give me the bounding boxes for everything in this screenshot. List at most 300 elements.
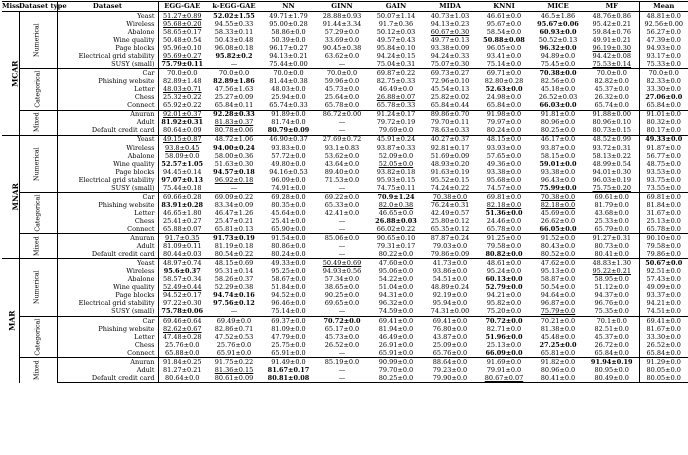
result-cell: 81.94±0.0	[378, 324, 414, 333]
result-cell: 82.56±0.0	[540, 77, 576, 86]
result-cell: 81.84±0.0	[639, 201, 688, 209]
result-cell: 97.07±0.13	[161, 175, 204, 184]
result-cell: 75.78±0.06	[161, 307, 204, 316]
table-row	[2, 69, 688, 78]
result-cell: 95.68±0.0	[486, 175, 522, 184]
group-mar	[2, 259, 688, 383]
result-cell: 91.87±0.0	[639, 144, 688, 152]
result-cell: 94.21±0.0	[486, 291, 522, 300]
result-cell: 96.92±0.18	[214, 175, 254, 184]
result-cell: 74.57±0.0	[486, 183, 522, 192]
result-cell: 65.79±0.0	[594, 224, 629, 233]
table-row	[2, 201, 688, 209]
dataset-name: SUSY (small)	[57, 184, 158, 193]
missingness-label: MAR	[2, 259, 19, 383]
result-cell: 25.80±0.12	[430, 216, 470, 225]
result-cell: 52.79±0.0	[485, 283, 523, 292]
result-cell: 89.86±0.70	[423, 110, 477, 119]
dataset-name: Wine quality	[57, 160, 158, 168]
table-row	[2, 259, 688, 268]
dataset-name: Phishing website	[57, 201, 158, 209]
dataset-name: Default credit card	[57, 127, 158, 136]
result-cell: 95.22±0.21	[592, 267, 632, 276]
result-cell: —	[230, 183, 238, 192]
table-row	[2, 135, 688, 144]
result-cell: 50.49±0.69	[315, 259, 369, 268]
result-cell: 56.27±0.0	[639, 28, 688, 36]
dataset-type-label: Numerical	[19, 12, 57, 69]
result-cell: 66.02±0.22	[376, 224, 416, 233]
dataset-name: Abalone	[57, 28, 158, 36]
result-cell: 43.87±0.0	[432, 332, 468, 341]
result-cell: 26.88±0.07	[376, 93, 416, 102]
result-cell: 26.52±0.0	[639, 341, 688, 349]
result-cell: 49.77±0.13	[430, 35, 470, 44]
result-cell: 96.09±0.0	[271, 175, 306, 184]
result-cell: 50.52±0.13	[538, 35, 578, 44]
result-cell: 69.65±0.0	[324, 299, 360, 308]
result-cell: 83.91±0.28	[161, 200, 204, 209]
result-cell: 51.69±0.09	[430, 151, 470, 160]
result-cell: 24.98±0.0	[486, 93, 522, 102]
result-cell: 69.81±0.0	[639, 193, 688, 202]
result-cell: 75.45±0.0	[540, 60, 576, 69]
result-cell: 95.52±0.15	[430, 175, 470, 184]
result-cell: 91.63±0.19	[430, 167, 470, 176]
result-cell: 41.73±0.0	[423, 259, 477, 268]
result-cell: 75.79±0.11	[161, 60, 204, 69]
result-cell: 69.09±0.22	[206, 193, 262, 202]
result-cell: 28.88±0.93	[315, 12, 369, 21]
result-cell: 25.13±0.0	[639, 217, 688, 225]
result-cell: 94.37±0.0	[594, 291, 629, 300]
result-cell: 74.91±0.0	[271, 183, 306, 192]
dataset-name: SUSY (small)	[57, 60, 158, 69]
result-cell: 58.54±0.0	[486, 27, 522, 36]
result-cell: 79.70±0.11	[430, 118, 470, 127]
result-cell: 76.24±0.31	[430, 200, 470, 209]
result-cell: 69.41±0.0	[423, 316, 477, 325]
dataset-name: Letter	[57, 333, 158, 341]
result-cell: 86.72±0.00	[315, 110, 369, 119]
table-row	[2, 102, 688, 111]
result-cell: 81.44±0.38	[269, 77, 308, 86]
result-cell: 95.84±0.10	[376, 43, 416, 52]
header-dataset-type: Dataset type	[19, 2, 67, 11]
result-cell: 80.73±0.15	[592, 126, 632, 135]
result-cell: 80.44±0.03	[162, 250, 202, 259]
result-cell: 52.63±0.0	[485, 85, 523, 94]
result-cell: 51.63±0.30	[214, 159, 254, 168]
result-cell: 94.21±0.0	[639, 300, 688, 308]
result-cell: 26.91±0.0	[378, 340, 414, 349]
result-cell: —	[338, 60, 346, 69]
result-cell: 96.17±0.27	[269, 43, 308, 52]
result-cell: 66.03±0.0	[539, 101, 577, 110]
result-cell: 79.69±0.0	[378, 126, 414, 135]
result-cell: 91.89±0.0	[262, 110, 315, 119]
result-cell: 49.36±0.0	[486, 159, 522, 168]
dataset-type-label: Numerical	[19, 135, 57, 192]
result-cell: 91.88±0.00	[585, 110, 639, 119]
result-cell: 25.32±0.22	[162, 93, 202, 102]
result-cell: 65.33±0.0	[324, 200, 360, 209]
result-cell: 51.36±0.0	[485, 208, 523, 217]
result-cell: 80.64±0.09	[162, 126, 202, 135]
result-cell: 93.38±0.09	[430, 43, 470, 52]
result-cell: 51.96±0.0	[485, 332, 523, 341]
result-cell: 95.06±0.0	[378, 267, 414, 276]
result-cell: 25.41±0.27	[162, 216, 202, 225]
result-cell: 48.03±0.71	[162, 85, 202, 94]
result-cell: 46.65±0.0	[378, 208, 414, 217]
result-cell: 94.55±0.33	[214, 19, 254, 28]
result-cell: 52.57±1.05	[161, 159, 204, 168]
result-cell: 75.79±0.0	[540, 307, 576, 316]
result-cell: 81.09±0.11	[162, 242, 202, 251]
result-cell: 79.72±0.19	[376, 118, 416, 127]
result-cell: 94.45±0.14	[162, 167, 202, 176]
result-cell: 70.38±0.0	[423, 193, 477, 202]
result-cell: 45.73±0.0	[324, 332, 360, 341]
result-cell: 65.84±0.0	[639, 349, 688, 358]
table-row	[2, 52, 688, 60]
result-cell: 81.09±0.0	[271, 324, 306, 333]
dataset-name: Electrical grid stability	[57, 300, 158, 308]
table-row	[2, 250, 688, 259]
result-cell: 90.65±0.10	[369, 234, 423, 243]
result-cell: 79.86±0.0	[639, 250, 688, 259]
result-cell: 94.31±0.0	[378, 291, 414, 300]
result-cell: 26.52±0.0	[324, 340, 360, 349]
result-cell: 91.24±0.17	[369, 110, 423, 119]
result-cell: 80.81±0.08	[262, 374, 315, 383]
result-cell: 70.0±0.0	[585, 69, 639, 78]
result-cell: 91.69±0.0	[477, 357, 531, 366]
result-cell: 96.43±0.0	[540, 175, 576, 184]
result-cell: 46.5±1.86	[531, 12, 585, 21]
result-cell: 47.60±0.0	[369, 259, 423, 268]
result-cell: 82.80±0.28	[484, 77, 524, 86]
result-cell: 91.52±0.0	[531, 234, 585, 243]
result-cell: 26.62±0.0	[540, 216, 576, 225]
result-cell: 92.28±0.33	[206, 110, 262, 119]
result-cell: 94.93±0.56	[322, 267, 362, 276]
result-cell: 46.61±0.0	[477, 12, 531, 21]
result-cell: 70.0±0.0	[158, 69, 206, 78]
result-cell: 93.38±0.0	[486, 167, 522, 176]
result-cell: 85.06±0.0	[315, 234, 369, 243]
result-cell: 93.41±0.0	[486, 52, 522, 60]
result-cell: 50.07±1.14	[369, 12, 423, 21]
result-cell: 57.34±0.0	[324, 275, 360, 284]
result-cell: 25.94±0.0	[271, 93, 306, 102]
result-cell: 49.15±0.87	[158, 135, 206, 144]
result-cell: 95.00±0.28	[269, 19, 308, 28]
result-cell: 47.52±0.53	[214, 332, 254, 341]
result-cell: 65.78±0.0	[486, 224, 522, 233]
result-cell: 24.46±0.0	[486, 216, 522, 225]
result-cell: 45.91±0.24	[369, 135, 423, 144]
result-cell: 81.38±0.0	[540, 324, 576, 333]
result-cell: 74.75±0.11	[376, 183, 416, 192]
result-cell: 80.17±0.0	[639, 127, 688, 136]
dataset-type-label: Numerical	[19, 259, 57, 316]
group-mnar	[2, 135, 688, 259]
result-cell: 48.83±1.30	[585, 259, 639, 268]
result-cell: 80.24±0.0	[486, 126, 522, 135]
result-cell: 91.25±0.0	[477, 234, 531, 243]
result-cell: 93.87±0.0	[540, 143, 576, 152]
result-cell: 52.29±0.38	[214, 283, 254, 292]
result-cell: 95.94±0.0	[432, 299, 468, 308]
result-cell: 65.90±0.0	[271, 224, 306, 233]
result-cell: 25.33±0.0	[594, 216, 629, 225]
result-cell: 80.79±0.09	[267, 126, 310, 135]
dataset-name: Adult	[57, 242, 158, 250]
result-cell: 52.49±0.44	[162, 283, 202, 292]
result-cell: 82.33±0.0	[639, 77, 688, 85]
result-cell: 95.69±0.27	[162, 52, 202, 60]
table-row	[2, 300, 688, 308]
result-cell: 93.53±0.0	[639, 168, 688, 176]
table-row	[2, 234, 688, 243]
result-cell: 48.03±0.0	[271, 85, 306, 94]
result-cell: —	[230, 307, 238, 316]
result-cell: 79.03±0.0	[432, 242, 468, 251]
result-cell: 80.32±0.0	[639, 119, 688, 127]
dataset-type-label: Categorical	[19, 193, 57, 234]
dataset-type-label: Mixed	[19, 234, 57, 259]
result-cell: 47.39±0.0	[639, 36, 688, 44]
table-row	[2, 144, 688, 152]
result-cell: 95.6±0.37	[163, 267, 201, 276]
result-cell: 80.25±0.0	[369, 374, 423, 383]
result-cell: 80.52±0.0	[540, 250, 576, 259]
result-cell: 79.86±0.09	[430, 250, 470, 259]
result-cell: 65.78±0.33	[376, 101, 416, 110]
result-cell: 54.51±0.0	[432, 275, 468, 284]
dataset-name: Anuran	[57, 234, 158, 243]
result-cell: 46.49±0.0	[378, 85, 414, 94]
result-cell: 50.48±0.54	[162, 35, 202, 44]
result-cell: 45.69±0.0	[540, 208, 576, 217]
result-cell: 75.04±0.31	[376, 60, 416, 69]
result-cell: 50.88±0.08	[483, 35, 525, 44]
result-cell: —	[230, 60, 238, 69]
result-cell: 48.15±0.0	[477, 135, 531, 144]
table-row	[2, 60, 688, 69]
result-cell: 65.92±0.22	[162, 101, 202, 110]
result-cell: 48.97±0.74	[158, 259, 206, 268]
result-cell: 96.08±0.18	[214, 43, 254, 52]
result-cell: 48.61±0.0	[477, 259, 531, 268]
table-row	[2, 308, 688, 317]
result-cell: 82.89±1.48	[162, 77, 202, 86]
result-cell: 48.99±0.54	[592, 159, 632, 168]
result-cell: 82.86±0.71	[214, 324, 254, 333]
result-cell: 74.59±0.0	[378, 307, 414, 316]
result-cell: 80.24±0.0	[271, 250, 306, 259]
dataset-name: Connect	[57, 102, 158, 111]
result-cell: 59.01±0.0	[539, 159, 577, 168]
result-cell: 49.33±0.0	[639, 135, 688, 144]
result-cell: 65.17±0.0	[324, 324, 360, 333]
result-cell: 66.09±0.0	[485, 348, 523, 357]
result-cell: —	[338, 365, 346, 374]
result-cell: —	[338, 242, 346, 251]
result-cell: 94.13±0.21	[269, 52, 308, 60]
result-cell: 46.17±0.0	[531, 135, 585, 144]
result-cell: 70.0±0.0	[315, 69, 369, 78]
result-cell: 81.36±0.15	[214, 365, 254, 374]
result-cell: 51.12±0.0	[594, 283, 629, 292]
result-cell: 80.64±0.0	[158, 374, 206, 383]
result-cell: 69.41±0.0	[369, 316, 423, 325]
result-cell: 74.31±0.00	[430, 307, 470, 316]
result-cell: 91.98±0.0	[477, 110, 531, 119]
result-cell: 50.54±0.0	[540, 283, 576, 292]
dataset-name: Default credit card	[57, 250, 158, 259]
dataset-name: Letter	[57, 85, 158, 93]
dataset-name: SUSY (small)	[57, 308, 158, 317]
result-cell: —	[338, 118, 346, 127]
result-cell: 70.0±0.0	[262, 69, 315, 78]
result-cell: 80.41±0.0	[594, 250, 629, 259]
result-cell: 65.76±0.0	[432, 348, 468, 357]
result-cell: 51.04±0.0	[378, 283, 414, 292]
result-cell: 79.70±0.0	[378, 365, 414, 374]
result-cell: 33.30±0.0	[639, 333, 688, 341]
result-cell: 69.22±0.0	[315, 193, 369, 202]
result-cell: 80.61±0.09	[206, 374, 262, 383]
dataset-name: Connect	[57, 349, 158, 358]
result-cell: 46.47±1.26	[214, 208, 254, 217]
result-cell: 65.84±0.0	[486, 101, 522, 110]
result-cell: 94.42±0.08	[592, 52, 632, 60]
result-cell: 50.43±0.48	[214, 35, 254, 44]
result-cell: 31.67±0.0	[639, 209, 688, 217]
result-cell: 50.39±0.0	[271, 35, 306, 44]
result-cell: 65.84±0.44	[430, 101, 470, 110]
result-cell: 92.51±0.0	[639, 267, 688, 275]
header-mf: MF	[605, 2, 618, 11]
result-cell: 79.90±0.0	[423, 374, 477, 383]
result-cell: 90.25±0.0	[324, 291, 360, 300]
result-cell: 45.54±0.13	[430, 85, 470, 94]
result-cell: 93.38±0.0	[540, 167, 576, 176]
result-cell: 52.05±0.0	[378, 159, 414, 168]
table-row	[2, 193, 688, 202]
result-cell: 96.32±0.0	[539, 43, 577, 52]
result-cell: 48.52±0.99	[585, 135, 639, 144]
result-cell: 75.44±0.18	[162, 183, 202, 192]
result-cell: 90.99±0.0	[369, 357, 423, 366]
result-cell: 47.56±1.63	[214, 85, 254, 94]
dataset-type-label: Categorical	[19, 316, 57, 357]
result-cell: 94.24±0.15	[376, 52, 416, 60]
result-cell: 81.79±0.0	[594, 200, 629, 209]
result-cell: 45.73±0.0	[324, 85, 360, 94]
result-cell: 82.71±0.0	[486, 324, 522, 333]
result-cell: 69.81±0.0	[477, 193, 531, 202]
result-cell: 69.37±0.0	[262, 316, 315, 325]
result-cell: 80.96±0.0	[540, 365, 576, 374]
table-row	[2, 176, 688, 184]
result-cell: 45.37±0.0	[594, 332, 629, 341]
table-row	[2, 349, 688, 358]
result-cell: 80.25±0.0	[540, 126, 576, 135]
table-row	[2, 357, 688, 366]
result-cell: 69.71±0.0	[477, 69, 531, 78]
dataset-name: Connect	[57, 225, 158, 234]
result-cell: 63.62±0.0	[324, 52, 360, 60]
result-cell: 47.79±0.0	[271, 332, 306, 341]
result-cell: 25.76±0.0	[165, 340, 200, 349]
result-cell: 96.87±0.0	[540, 299, 576, 308]
dataset-name: Car	[57, 193, 158, 202]
result-cell: 80.78±0.06	[214, 126, 254, 135]
dataset-name: Abalone	[57, 152, 158, 160]
result-cell: 75.14±0.0	[486, 60, 522, 69]
result-cell: 65.88±0.07	[162, 224, 202, 233]
result-cell: 57.72±0.0	[271, 151, 306, 160]
result-cell: 80.05±0.0	[639, 374, 688, 383]
result-cell: 45.64±0.0	[271, 208, 306, 217]
result-cell: 94.52±0.17	[162, 291, 202, 300]
dataset-name: Phishing website	[57, 77, 158, 85]
result-cell: 69.46±0.64	[158, 316, 206, 325]
result-cell: 96.32±0.0	[378, 299, 414, 308]
header-ginn: GINN	[331, 2, 353, 11]
result-cell: 93.93±0.0	[486, 143, 522, 152]
result-cell: 95.67±0.06	[537, 19, 579, 28]
result-cell: 70.9±1.24	[369, 193, 423, 202]
result-cell: 79.58±0.0	[486, 242, 522, 251]
result-cell: 93.1±0.83	[324, 143, 360, 152]
result-cell: 80.41±0.0	[531, 374, 585, 383]
result-cell: 69.61±0.0	[585, 193, 639, 202]
result-cell: 25.13±0.0	[486, 340, 522, 349]
result-cell: 85.19±0.0	[315, 357, 369, 366]
result-cell: 53.62±0.0	[324, 151, 360, 160]
result-cell: 80.86±0.0	[271, 242, 306, 251]
header-mida: MIDA	[439, 2, 461, 11]
result-cell: 94.52±0.0	[271, 291, 306, 300]
result-cell: 96.03±0.19	[592, 175, 632, 184]
result-cell: 48.89±0.24	[430, 283, 470, 292]
result-cell: 69.49±0.0	[206, 316, 262, 325]
result-cell: 52.02±1.55	[206, 12, 262, 21]
result-cell: 58.65±0.17	[162, 27, 202, 36]
result-cell: 80.54±0.22	[214, 250, 254, 259]
result-cell: 59.84±0.76	[592, 27, 632, 36]
result-cell: —	[315, 374, 369, 383]
result-cell: 80.43±0.0	[540, 242, 576, 251]
result-cell: 95.68±0.20	[162, 19, 202, 28]
result-cell: 70.0±0.0	[206, 69, 262, 78]
result-cell: 81.74±0.0	[271, 118, 306, 127]
table-row	[2, 217, 688, 225]
header-nn: NN	[282, 2, 295, 11]
dataset-name: Wireless	[57, 267, 158, 275]
header-egg-gae: EGG-GAE	[164, 2, 201, 11]
header-mean: Mean	[639, 2, 688, 12]
result-cell: 75.75±0.20	[592, 183, 632, 192]
dataset-name: Wine quality	[57, 36, 158, 44]
result-cell: 91.27±0.31	[585, 234, 639, 243]
result-cell: 95.82±0.0	[486, 299, 522, 308]
